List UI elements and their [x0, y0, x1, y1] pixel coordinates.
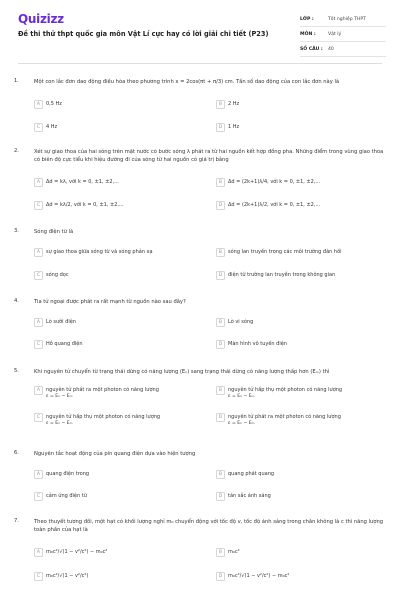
meta-value: 40 — [328, 46, 334, 52]
option-b[interactable] — [216, 548, 391, 557]
meta-key: MÔN : — [300, 31, 316, 37]
option-text: Δd = (2k+1)λ/4, với k = 0, ±1, ±2,... — [228, 179, 321, 185]
option-text: nguyên tử phát ra một photon có năng lượng — [46, 387, 159, 393]
option-text: 1 Hz — [228, 124, 240, 130]
option-text: 0,5 Hz — [46, 101, 62, 107]
option-text: m₀c² — [228, 549, 240, 555]
option-d[interactable] — [216, 271, 391, 280]
question-number: 5. — [14, 368, 19, 374]
option-d[interactable] — [216, 492, 391, 501]
option-letter-box: D — [216, 123, 225, 132]
option-d[interactable] — [216, 201, 391, 210]
option-formula: ε = Eₙ − Eₘ — [46, 394, 73, 399]
option-text: Lò vi sóng — [228, 319, 254, 325]
question-text: Sóng điện từ là — [34, 229, 74, 235]
meta-table — [300, 12, 386, 57]
question-number: 1. — [14, 78, 19, 84]
option-text: điện từ trường lan truyền trong không gian — [228, 272, 336, 278]
option-b[interactable] — [216, 100, 391, 109]
option-letter-box: C — [34, 123, 43, 132]
question-number: 3. — [14, 228, 19, 234]
option-letter-box: C — [34, 271, 43, 280]
option-text: 2 Hz — [228, 101, 240, 107]
question-number: 7. — [14, 518, 19, 524]
question-number: 6. — [14, 450, 19, 456]
option-c[interactable] — [34, 413, 209, 428]
question-number: 4. — [14, 298, 19, 304]
option-a[interactable] — [34, 470, 209, 479]
option-c[interactable] — [34, 492, 209, 501]
option-text: sự giao thoa giữa sóng từ và sóng phản xạ — [46, 249, 153, 255]
option-text: Δd = kλ, với k = 0, ±1, ±2,... — [46, 179, 119, 185]
option-letter-box: D — [216, 340, 225, 349]
option-letter-box: A — [34, 178, 43, 187]
option-b[interactable] — [216, 386, 391, 401]
option-text: m₀c²/√(1 − v²/c²) — [46, 573, 89, 579]
option-letter-box: A — [34, 470, 43, 479]
option-text: Hồ quang điện — [46, 341, 83, 347]
option-letter-box: C — [34, 340, 43, 349]
option-text: m₀c²/√(1 − v²/c²) − m₀c² — [46, 549, 108, 555]
option-letter-box: A — [34, 318, 43, 327]
option-text: nguyên tử phát ra một photon có năng lượng — [228, 414, 341, 420]
option-letter-box: D — [216, 572, 225, 581]
option-letter-box: A — [34, 548, 43, 557]
option-c[interactable] — [34, 123, 209, 132]
question-text: Tia tử ngoại được phát ra rất mạnh từ nguồn nào sau đây? — [34, 299, 186, 305]
option-formula: ε = Eₙ − Eₘ — [46, 421, 73, 426]
question-text: Nguyên tắc hoạt động của pin quang điện dựa vào hiện tượng — [34, 451, 196, 457]
option-a[interactable] — [34, 178, 209, 187]
option-letter-box: D — [216, 413, 225, 422]
meta-value: Tốt nghiệp THPT — [328, 16, 366, 22]
option-c[interactable] — [34, 201, 209, 210]
option-text: m₀c²/√(1 − v²/c²) − m₀c² — [228, 573, 290, 579]
option-letter-box: A — [34, 100, 43, 109]
question-text: Theo thuyết tương đối, một hạt có khối lượng nghỉ m₀ chuyển động với tốc độ v, tốc độ ánh sáng trong chân không là c thì năng lượng toàn phần của hạt là — [34, 519, 384, 533]
document-title: Đề thi thử thpt quốc gia môn Vật Lí cực hay có lời giải chi tiết (P23) — [18, 30, 269, 38]
option-text: Màn hình vô tuyến điện — [228, 341, 287, 347]
option-letter-box: D — [216, 271, 225, 280]
quizizz-logo: Quizizz — [18, 12, 64, 26]
option-letter-box: B — [216, 248, 225, 257]
option-text: tán sắc ánh sáng — [228, 493, 271, 499]
option-text: Lò sưởi điện — [46, 319, 76, 325]
option-a[interactable] — [34, 318, 209, 327]
option-b[interactable] — [216, 470, 391, 479]
meta-key: LỚP : — [300, 16, 314, 22]
meta-row-subject — [300, 27, 386, 42]
option-letter-box: B — [216, 100, 225, 109]
option-text: quang điện trong — [46, 471, 90, 477]
question-text: Khi nguyên tử chuyển từ trạng thái dừng có năng lượng (Eₙ) sang trạng thái dừng có năng lượng thấp hơn (Eₘ) thì — [34, 369, 330, 375]
option-text: Δd = kλ/2, với k = 0, ±1, ±2,... — [46, 202, 124, 208]
option-formula: ε = Eₙ − Eₘ — [228, 421, 255, 426]
option-formula: ε = Eₙ − Eₘ — [228, 394, 255, 399]
option-letter-box: B — [216, 548, 225, 557]
option-text: Δd = (2k+1)λ/2, với k = 0, ±1, ±2,... — [228, 202, 321, 208]
option-letter-box: B — [216, 470, 225, 479]
option-letter-box: B — [216, 386, 225, 395]
option-text: 4 Hz — [46, 124, 58, 130]
option-a[interactable] — [34, 100, 209, 109]
question-text: Xét sự giao thoa của hai sóng trên mặt nước có bước sóng λ phát ra từ hai nguồn kết hợp đồng pha. Những điểm trong vùng giao thoa có biên độ cực tiểu khi hiệu đường đi của sóng từ hai nguồn có giá trị bằng — [34, 149, 384, 163]
option-letter-box: A — [34, 248, 43, 257]
option-letter-box: C — [34, 572, 43, 581]
option-text: sóng lan truyền trong các môi trường đàn hồi — [228, 249, 342, 255]
header-divider — [18, 63, 382, 64]
option-text: sóng dọc — [46, 272, 69, 278]
option-a[interactable] — [34, 548, 209, 557]
option-b[interactable] — [216, 248, 391, 257]
option-text: cảm ứng điện từ — [46, 493, 87, 499]
option-letter-box: C — [34, 492, 43, 501]
option-c[interactable] — [34, 271, 209, 280]
option-text: nguyên tử hấp thụ một photon có năng lượng — [46, 414, 161, 420]
option-letter-box: A — [34, 386, 43, 395]
option-c[interactable] — [34, 572, 209, 581]
option-letter-box: C — [34, 413, 43, 422]
option-text: quang phát quang — [228, 471, 275, 477]
option-letter-box: D — [216, 492, 225, 501]
option-letter-box: D — [216, 201, 225, 210]
question-number: 2. — [14, 148, 19, 154]
option-letter-box: B — [216, 318, 225, 327]
option-letter-box: B — [216, 178, 225, 187]
option-a[interactable] — [34, 386, 209, 401]
question-text: Một con lắc đơn dao động điều hòa theo phương trình x = 2cos(πt + π/3) cm. Tần số dao động của con lắc đơn này là — [34, 79, 340, 85]
option-a[interactable] — [34, 248, 209, 257]
option-d[interactable] — [216, 340, 391, 349]
meta-value: Vật lý — [328, 31, 342, 37]
option-d[interactable] — [216, 413, 391, 428]
worksheet-header — [18, 12, 382, 58]
option-b[interactable] — [216, 318, 391, 327]
option-letter-box: C — [34, 201, 43, 210]
meta-row-class — [300, 12, 386, 27]
option-b[interactable] — [216, 178, 391, 187]
meta-row-count — [300, 42, 386, 57]
option-text: nguyên tử hấp thụ một photon có năng lượng — [228, 387, 343, 393]
meta-key: SỐ CÂU : — [300, 46, 323, 52]
option-d[interactable] — [216, 123, 391, 132]
option-d[interactable] — [216, 572, 391, 581]
option-c[interactable] — [34, 340, 209, 349]
